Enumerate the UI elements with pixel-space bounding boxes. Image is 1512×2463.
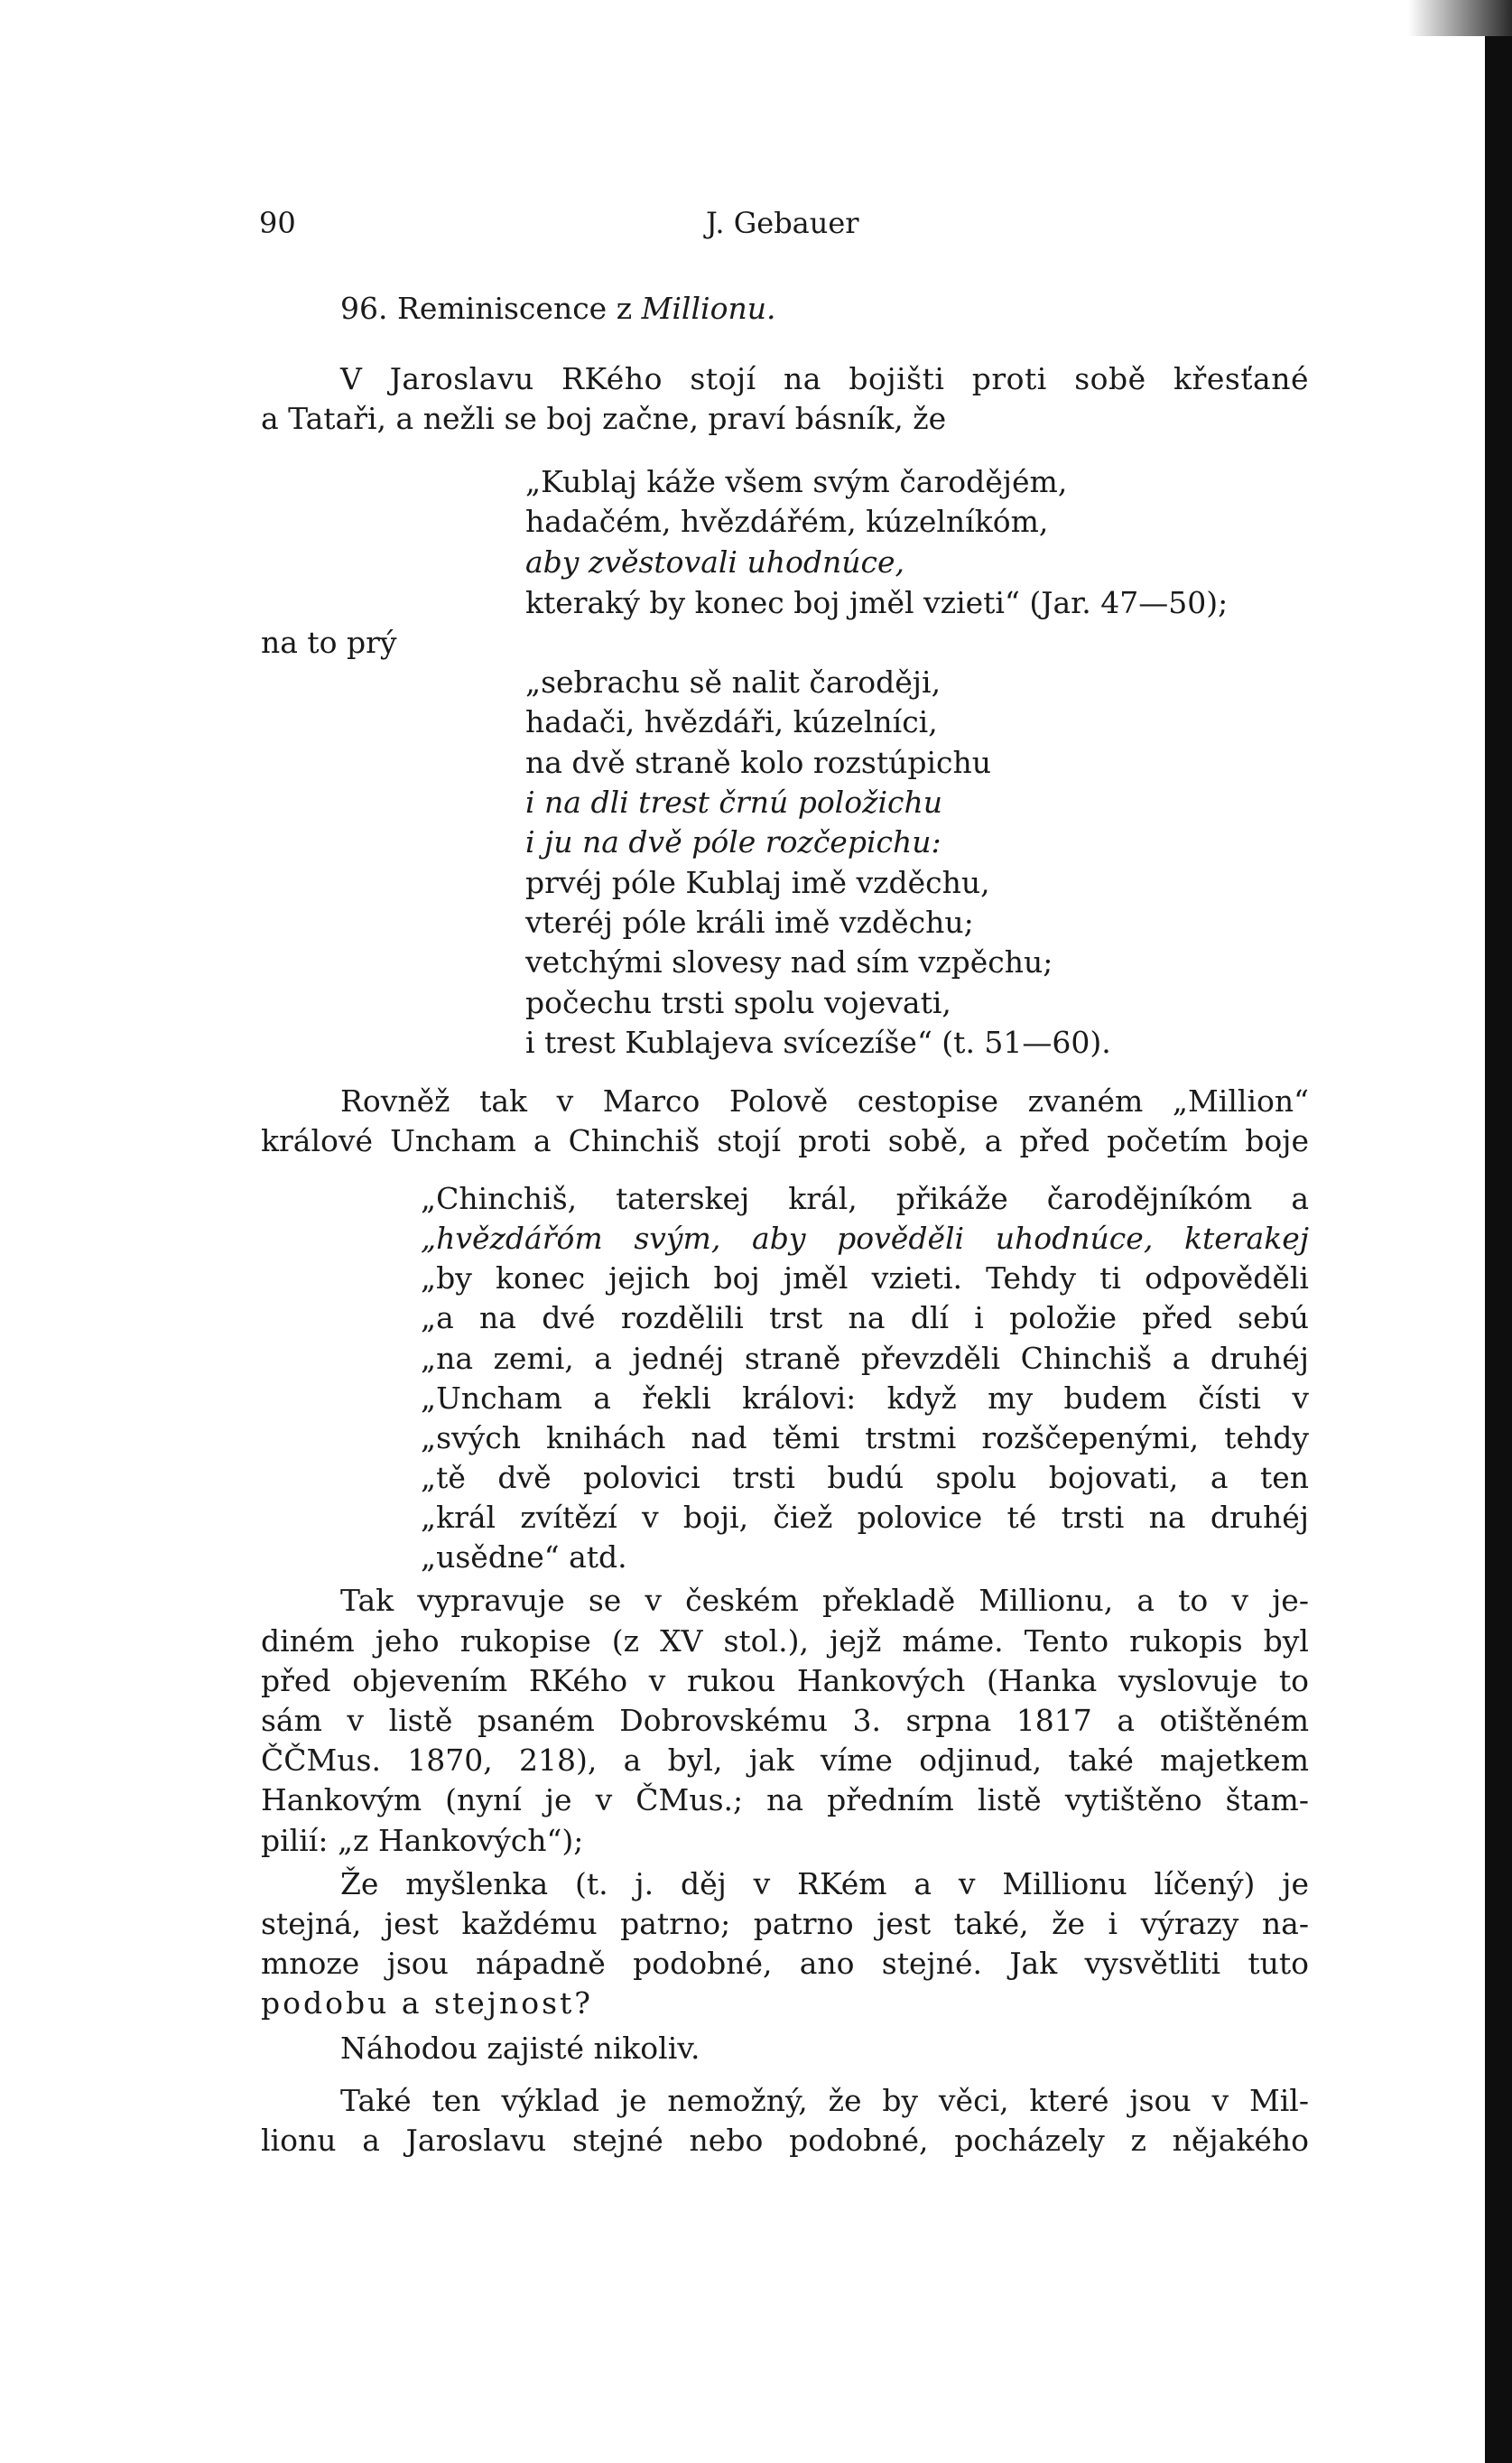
- paragraph-line: lionu a Jaroslavu stejné nebo podobné, pocházely z nějakého: [261, 2123, 1309, 2158]
- verse-line: aby zvěstovali uhodnúce,: [525, 544, 904, 580]
- quote-line: „na zemi, a jednéj straně převzděli Chinchiš a druhéj: [421, 1341, 1309, 1376]
- quote-line: „tě dvě polovici trsti budú spolu bojovati, a ten: [421, 1460, 1309, 1495]
- verse-line: na dvě straně kolo rozstúpichu: [525, 745, 992, 780]
- side-label: na to prý: [261, 625, 397, 660]
- section-heading: [340, 289, 775, 329]
- verse-line: i trest Kublajeva svícezíše“ (t. 51—60).: [525, 1025, 1111, 1060]
- paragraph-line: a Tataři, a nežli se boj začne, praví básník, že: [261, 401, 947, 436]
- quote-line: „usědne“ atd.: [421, 1539, 627, 1575]
- paragraph-line: Hankovým (nyní je v ČMus.; na předním listě vytištěno štam-: [261, 1782, 1309, 1817]
- verse-line: vetchými slovesy nad sím vzpěchu;: [525, 944, 1053, 980]
- paragraph-line: Že myšlenka (t. j. děj v RKém a v Millionu líčený) je: [340, 1866, 1309, 1901]
- verse-text: „Kublaj káže všem svým čarodějém,: [525, 464, 1068, 499]
- verse-line: „sebrachu sě nalit čaroději,: [525, 665, 942, 700]
- quote-line: „Uncham a řekli královi: když my budem čísti v: [421, 1380, 1309, 1416]
- quote-line: „by konec jejich boj jměl vzieti. Tehdy ti odpověděli: [421, 1260, 1309, 1296]
- verse-line: vteréj póle králi imě vzděchu;: [525, 905, 974, 940]
- paragraph-line: Také ten výklad je nemožný, že by věci, které jsou v Mil-: [340, 2083, 1309, 2118]
- verse-line: počechu trsti spolu vojevati,: [525, 985, 951, 1020]
- verse-line: prvéj póle Kublaj imě vzděchu,: [525, 865, 990, 900]
- paragraph-line: pilií: „z Hankových“);: [261, 1823, 584, 1858]
- verse-line: i na dli trest črnú položichu: [525, 785, 943, 820]
- paragraph-line: V Jaroslavu RKého stojí na bojišti proti sobě křesťané: [340, 361, 1309, 396]
- paragraph-line: sám v listě psaném Dobrovskému 3. srpna 1817 a otištěném: [261, 1703, 1309, 1738]
- quote-line: „a na dvé rozdělili trst na dlí i položie před sebú: [421, 1300, 1309, 1335]
- paragraph-line: stejná, jest každému patrno; patrno jest také, že i výrazy na-: [261, 1906, 1309, 1941]
- quote-line: „svých knihách nad těmi trstmi rozščepenými, tehdy: [421, 1420, 1309, 1455]
- paragraph-line: králové Uncham a Chinchiš stojí proti sobě, a před početím boje: [261, 1123, 1309, 1158]
- paragraph-line: mnoze jsou nápadně podobné, ano stejné. Jak vysvětliti tuto: [261, 1946, 1309, 1981]
- paragraph-line: ČČMus. 1870, 218), a byl, jak víme odjinud, také majetkem: [261, 1743, 1309, 1778]
- scan-edge-top: [1408, 0, 1512, 36]
- verse-line: hadači, hvězdáři, kúzelníci,: [525, 704, 938, 739]
- paragraph-line: Rovněž tak v Marco Polově cestopise zvaném „Million“: [340, 1083, 1309, 1119]
- paragraph-line: diném jeho rukopise (z XV stol.), jejž máme. Tento rukopis byl: [261, 1623, 1309, 1659]
- verse-line: hadačém, hvězdářém, kúzelníkóm,: [525, 504, 1049, 539]
- section-heading-number: 96. Reminiscence z: [340, 291, 642, 326]
- paragraph-line: podobu a stejnost?: [261, 1985, 593, 2021]
- quote-line: „Chinchiš, taterskej král, přikáže čarodějníkóm a: [421, 1181, 1309, 1216]
- quote-line: „hvězdářóm svým, aby pověděli uhodnúce, kterakej: [421, 1221, 1309, 1256]
- verse-line: [525, 462, 1067, 502]
- paragraph-line: před objevením RKého v rukou Hankových (Hanka vyslovuje to: [261, 1663, 1309, 1698]
- verse-line: kteraký by konec boj jměl vzieti“ (Jar. 47—50);: [525, 585, 1229, 620]
- section-heading-title: Millionu.: [641, 291, 776, 326]
- paragraph-line: Náhodou zajisté nikoliv.: [340, 2031, 700, 2066]
- paragraph-line: Tak vypravuje se v českém překladě Millionu, a to v je-: [340, 1583, 1309, 1618]
- verse-line: i ju na dvě póle rozčepichu:: [525, 824, 942, 860]
- quote-line: „král zvítězí v boji, čiež polovice té trsti na druhéj: [421, 1500, 1309, 1535]
- scan-edge-right: [1485, 0, 1512, 2463]
- running-title: J. Gebauer: [706, 206, 859, 240]
- page-number: 90: [259, 206, 296, 240]
